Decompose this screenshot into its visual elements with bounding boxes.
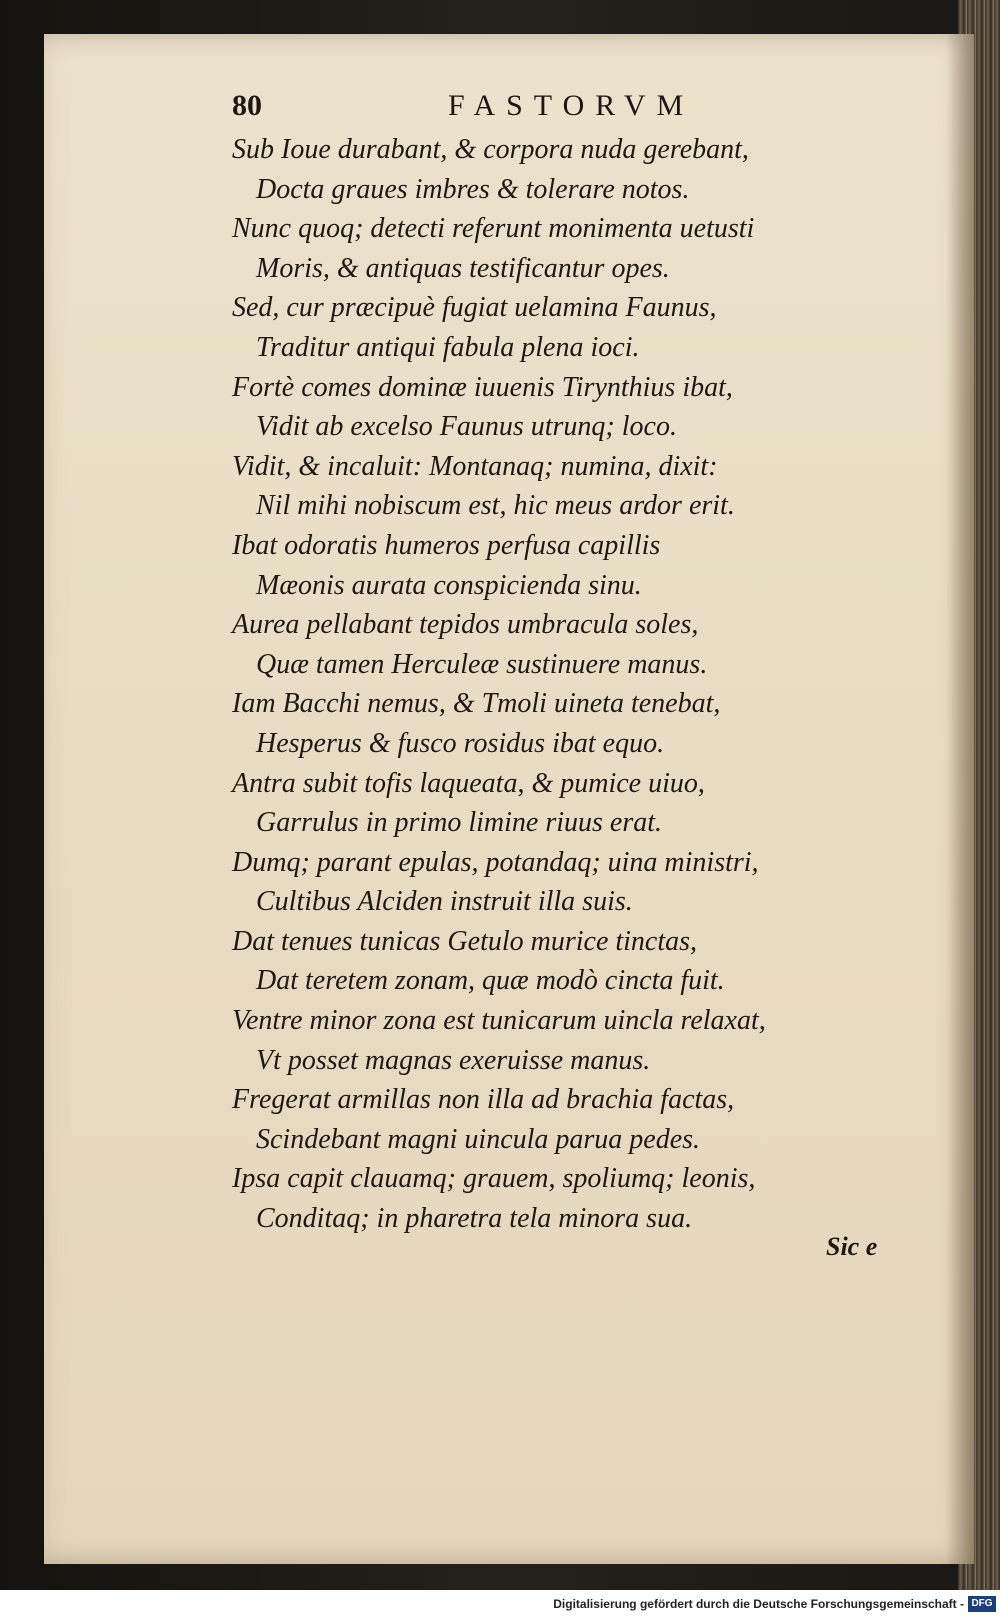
verse-line: Ibat odoratis humeros perfusa capillis bbox=[232, 529, 661, 561]
verse-line: Vidit, & incaluit: Montanaq; numina, dixit: bbox=[232, 450, 718, 482]
verse-line: Quæ tamen Herculeæ sustinuere manus. bbox=[256, 648, 708, 680]
verse-line: Sed, cur præcipuè fugiat uelamina Faunus, bbox=[232, 292, 717, 324]
page-gutter-shadow bbox=[946, 34, 974, 1564]
verse-line: Iam Bacchi nemus, & Tmoli uineta tenebat, bbox=[232, 688, 721, 720]
verse-line: Docta graues imbres & tolerare notos. bbox=[256, 173, 690, 205]
running-title: FASTORVM bbox=[448, 89, 695, 122]
verse-line: Ipsa capit clauamq; grauem, spoliumq; leonis, bbox=[232, 1163, 756, 1195]
verse-line: Antra subit tofis laqueata, & pumice uiuo, bbox=[232, 767, 705, 799]
dfg-credit: Digitalisierung gefördert durch die Deutsche Forschungsgemeinschaft - bbox=[553, 1597, 964, 1611]
footer-bar bbox=[0, 1590, 1000, 1620]
verse-block bbox=[232, 130, 852, 1239]
verse-line: Dat teretem zonam, quæ modò cincta fuit. bbox=[256, 965, 725, 997]
verse-line: Conditaq; in pharetra tela minora sua. bbox=[256, 1203, 693, 1235]
verse-line: Vt posset magnas exeruisse manus. bbox=[256, 1044, 651, 1076]
verse-line: Garrulus in primo limine riuus erat. bbox=[256, 807, 663, 839]
verse-line: Hesperus & fusco rosidus ibat equo. bbox=[256, 727, 665, 759]
verse-line: Traditur antiqui fabula plena ioci. bbox=[256, 331, 640, 363]
verse-line: Nil mihi nobiscum est, hic meus ardor erit. bbox=[256, 490, 735, 522]
verse-line: Vidit ab excelso Faunus utrunq; loco. bbox=[256, 411, 677, 443]
verse-line: Scindebant magni uincula parua pedes. bbox=[256, 1123, 701, 1155]
verse-line: Mæonis aurata conspicienda sinu. bbox=[256, 569, 642, 601]
dfg-logo-icon: DFG bbox=[968, 1596, 996, 1612]
verse-line: Dat tenues tunicas Getulo murice tinctas, bbox=[232, 925, 698, 957]
verse-line: Nunc quoq; detecti referunt monimenta uetusti bbox=[232, 213, 755, 245]
page-number: 80 bbox=[232, 89, 262, 122]
verse-line: Cultibus Alciden instruit illa suis. bbox=[256, 886, 633, 918]
verse-line: Sub Ioue durabant, & corpora nuda gerebant, bbox=[232, 134, 749, 165]
verse-line: Moris, & antiquas testificantur opes. bbox=[256, 252, 670, 284]
verse-line: Ventre minor zona est tunicarum uincla relaxat, bbox=[232, 1005, 766, 1037]
running-head bbox=[232, 89, 792, 129]
verse-line: Fortè comes dominæ iuuenis Tirynthius ibat, bbox=[232, 371, 733, 403]
verse-line: Aurea pellabant tepidos umbracula soles, bbox=[232, 609, 699, 641]
catchword: Sic e bbox=[826, 1232, 878, 1261]
verse-line: Fregerat armillas non illa ad brachia factas, bbox=[232, 1084, 735, 1116]
verse-line: Dumq; parant epulas, potandaq; uina ministri, bbox=[232, 846, 759, 878]
